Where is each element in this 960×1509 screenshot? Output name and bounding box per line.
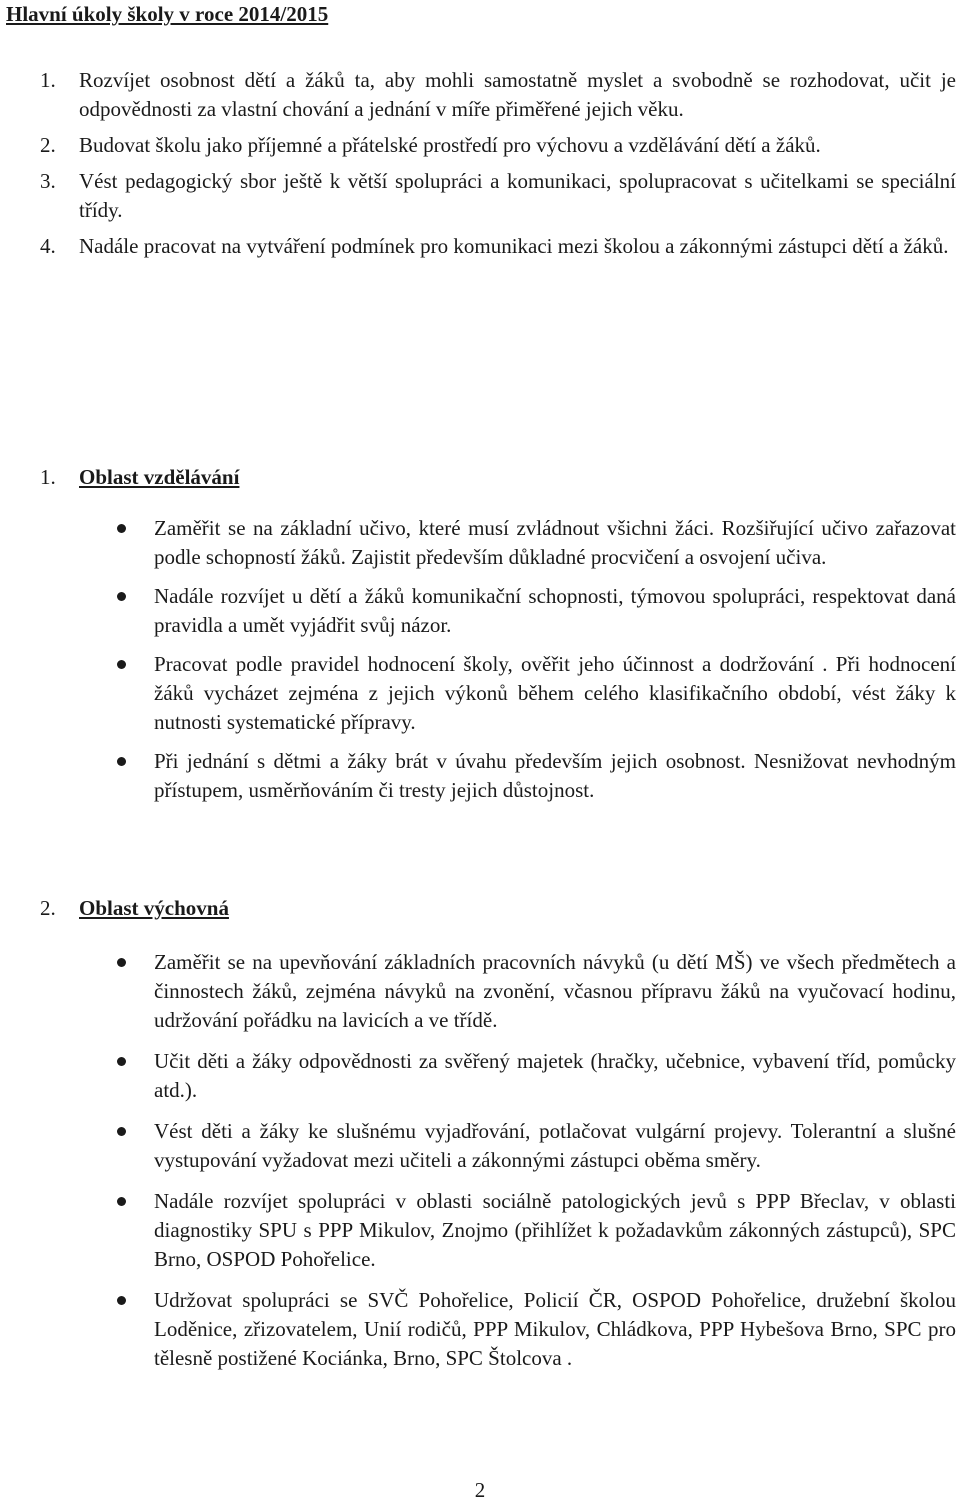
bullet-text: Zaměřit se na základní učivo, které musí zvládnout všichni žáci. Rozšiřující učivo zařazovat podle schopností žáků. Zajistit především důkladné procvičení a osvojení učiva.: [154, 516, 956, 569]
bullet-icon: [117, 660, 126, 669]
document-title: Hlavní úkoly školy v roce 2014/2015: [6, 2, 329, 26]
page-number: 2: [474, 1478, 486, 1502]
list-item: [0, 747, 956, 805]
bullet-icon: [117, 757, 126, 766]
bullet-text: Nadále rozvíjet spolupráci v oblasti sociálně patologických jevů s PPP Břeclav, v oblasti diagnostiky SPU s PPP Mikulov, Znojmo (přihlížet k požadavkům zákonných zástupců), SPC Brno, OSPOD Pohořelice.: [154, 1189, 956, 1271]
goal-item: [0, 167, 956, 225]
goal-text: Nadále pracovat na vytváření podmínek pro komunikaci mezi školou a zákonnými zástupci dětí a žáků.: [79, 234, 949, 258]
bullet-text: Zaměřit se na upevňování základních pracovních návyků (u dětí MŠ) ve všech předmětech a činnostech žáků, zejména návyků na zvonění, včasnou přípravu žáků na vyučovací hodinu, udržování pořádku na lavicích a ve třídě.: [154, 950, 956, 1032]
list-item: [0, 650, 956, 737]
bullet-list: [0, 514, 956, 805]
bullet-icon: [117, 524, 126, 533]
list-item: [0, 1187, 956, 1274]
list-item: [0, 582, 956, 640]
bullet-text: Nadále rozvíjet u dětí a žáků komunikační schopnosti, týmovou spolupráci, respektovat daná pravidla a umět vyjádřit svůj názor.: [154, 584, 956, 637]
section-number: 2.: [40, 896, 56, 920]
bullet-icon: [117, 1057, 126, 1066]
section-heading: [0, 894, 956, 923]
goal-text: Vést pedagogický sbor ještě k větší spolupráci a komunikaci, spolupracovat s učitelkami se speciální třídy.: [79, 169, 956, 222]
goal-number: 4.: [40, 234, 56, 258]
goal-text: Budovat školu jako příjemné a přátelské prostředí pro výchovu a vzdělávání dětí a žáků.: [79, 133, 821, 157]
bullet-list: [0, 948, 956, 1373]
list-item: [0, 1047, 956, 1105]
list-item: [0, 1286, 956, 1373]
bullet-text: Učit děti a žáky odpovědnosti za svěřený majetek (hračky, učebnice, vybavení tříd, pomůcky atd.).: [154, 1049, 956, 1102]
goal-item: [0, 131, 956, 160]
list-item: [0, 1117, 956, 1175]
list-item: [0, 948, 956, 1035]
bullet-icon: [117, 592, 126, 601]
goal-number: 3.: [40, 169, 56, 193]
bullet-icon: [117, 958, 126, 967]
bullet-text: Vést děti a žáky ke slušnému vyjadřování, potlačovat vulgární projevy. Tolerantní a slušné vystupování vyžadovat mezi učiteli a zákonnými zástupci oběma směry.: [154, 1119, 956, 1172]
bullet-icon: [117, 1296, 126, 1305]
goal-text: Rozvíjet osobnost dětí a žáků ta, aby mohli samostatně myslet a svobodně se rozhodovat, učit je odpovědnosti za vlastní chování a jednání v míře přiměřené jejich věku.: [79, 68, 956, 121]
bullet-text: Při jednání s dětmi a žáky brát v úvahu především jejich osobnost. Nesnižovat nevhodným přístupem, usměrňováním či tresty jejich důstojnost.: [154, 749, 956, 802]
goal-item: [0, 66, 956, 124]
goal-number: 1.: [40, 68, 56, 92]
bullet-text: Pracovat podle pravidel hodnocení školy, ověřit jeho účinnost a dodržování . Při hodnocení žáků vycházet zejména z jejich výkonů během celého klasifikačního období, vést žáky k nutnosti systematické přípravy.: [154, 652, 956, 734]
goal-number: 2.: [40, 133, 56, 157]
goal-item: [0, 232, 956, 261]
section-heading: [0, 463, 956, 492]
bullet-text: Udržovat spolupráci se SVČ Pohořelice, Policií ČR, OSPOD Pohořelice, družební školou Loděnice, zřizovatelem, Unií rodičů, PPP Mikulov, Chládkova, PPP Hybešova Brno, SPC pro tělesně postižené Kociánka, Brno, SPC Štolcova .: [154, 1288, 956, 1370]
section-heading-label: Oblast vzdělávání: [79, 465, 240, 489]
bullet-icon: [117, 1197, 126, 1206]
section-heading-label: Oblast výchovná: [79, 896, 229, 920]
main-goals-list: [0, 66, 956, 268]
bullet-icon: [117, 1127, 126, 1136]
section-education: [0, 463, 956, 815]
section-upbringing: [0, 894, 956, 1385]
section-number: 1.: [40, 465, 56, 489]
list-item: [0, 514, 956, 572]
